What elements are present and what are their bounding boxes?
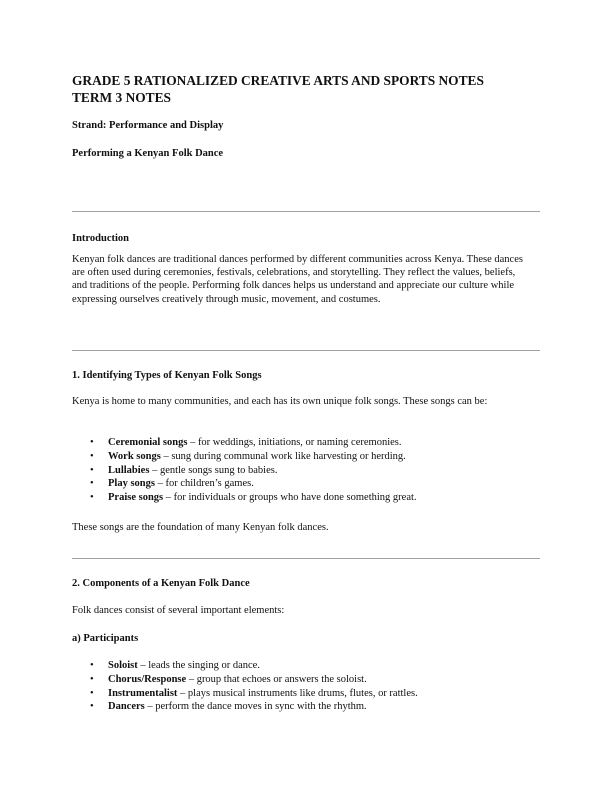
folk-song-list bbox=[72, 436, 542, 505]
list-item-term: Chorus/Response bbox=[108, 673, 187, 685]
list-item bbox=[72, 700, 542, 714]
list-item-description: – sung during communal work like harvesting or herding. bbox=[160, 450, 406, 462]
section1-closing: These songs are the foundation of many Kenyan folk dances. bbox=[72, 522, 329, 533]
list-item-term: Work songs bbox=[108, 450, 161, 462]
subtopic-heading: Performing a Kenyan Folk Dance bbox=[72, 148, 224, 159]
list-item bbox=[72, 436, 542, 450]
intro-paragraph: Kenyan folk dances are traditional dances performed by different communities across Kenya. These dances are often used during ceremonies, festivals, celebrations, and storytelling. They reflect the values, beliefs, and traditions of the people. Performing folk dances helps us understand and appreciate our culture while expressing ourselves creatively through music, movement, and costumes. bbox=[72, 254, 523, 305]
list-item bbox=[72, 659, 542, 673]
list-item-description: – gentle songs sung to babies. bbox=[149, 464, 278, 476]
list-item-description: – for individuals or groups who have done something great. bbox=[163, 492, 417, 504]
list-item-term: Play songs bbox=[108, 478, 155, 490]
list-item-term: Lullabies bbox=[108, 464, 150, 476]
list-item-description: – group that echoes or answers the soloist. bbox=[186, 673, 367, 685]
list-item bbox=[72, 464, 542, 478]
divider bbox=[72, 558, 540, 559]
list-item-description: – leads the singing or dance. bbox=[137, 660, 260, 671]
strand-heading: Strand: Performance and Display bbox=[72, 120, 224, 131]
list-item-description: – for children’s games. bbox=[154, 478, 254, 490]
participants-list bbox=[72, 659, 542, 714]
list-item-term: Dancers bbox=[108, 701, 145, 713]
list-item-description: – plays musical instruments like drums, flutes, or rattles. bbox=[177, 687, 418, 699]
list-item bbox=[72, 477, 542, 491]
divider bbox=[72, 211, 540, 212]
section1-paragraph: Kenya is home to many communities, and each has its own unique folk songs. These songs can be: bbox=[72, 396, 488, 407]
title-line: GRADE 5 RATIONALIZED CREATIVE ARTS AND SPORTS NOTES bbox=[72, 73, 484, 88]
list-item-term: Praise songs bbox=[108, 492, 164, 504]
intro-heading: Introduction bbox=[72, 233, 129, 244]
section1-heading: 1. Identifying Types of Kenyan Folk Songs bbox=[72, 370, 262, 381]
divider bbox=[72, 350, 540, 351]
list-item-description: – perform the dance moves in sync with the rhythm. bbox=[144, 701, 367, 713]
list-item-description: – for weddings, initiations, or naming ceremonies. bbox=[187, 437, 402, 448]
list-item bbox=[72, 673, 542, 687]
section2-heading: 2. Components of a Kenyan Folk Dance bbox=[72, 578, 250, 589]
title-line: TERM 3 NOTES bbox=[72, 90, 171, 105]
list-item bbox=[72, 450, 542, 464]
section2-paragraph: Folk dances consist of several important elements: bbox=[72, 605, 285, 616]
list-item-term: Instrumentalist bbox=[108, 687, 178, 699]
list-item-term: Soloist bbox=[108, 660, 138, 671]
list-item bbox=[72, 687, 542, 701]
participants-heading: a) Participants bbox=[72, 633, 139, 644]
document-title bbox=[72, 72, 572, 106]
list-item bbox=[72, 491, 542, 505]
list-item-term: Ceremonial songs bbox=[108, 437, 188, 448]
